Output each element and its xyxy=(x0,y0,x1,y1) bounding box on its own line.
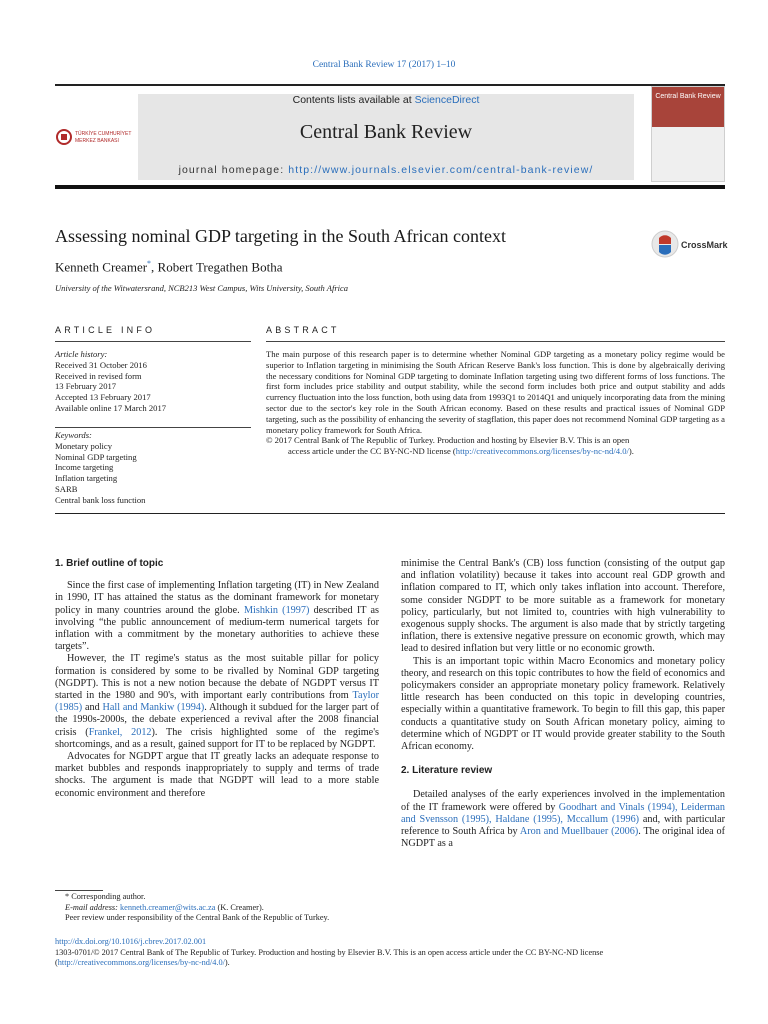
abstract-bottom-rule xyxy=(55,513,725,514)
keyword-item: Central bank loss function xyxy=(55,494,146,505)
journal-cover[interactable] xyxy=(651,86,725,182)
header-rule-bottom xyxy=(55,185,725,189)
paragraph: minimise the Central Bank's (CB) loss function (consisting of the output gap and inflation volatility) because it takes into account real GDP growth and inflation compared to IT, which only takes inflation into account. Therefore, some consider NGDPT to be more suitable as a framework for monetary policy, particularly, but not limited to, countries with high vulnerability to exogenous supply shocks. The argument is also made that by strictly targeting inflation, there is extensive negative pressure on economic growth, which may lead to desired inflation but very little or no economic growth. xyxy=(401,558,725,655)
keywords-block xyxy=(55,430,251,506)
article-info-heading: ARTICLE INFO xyxy=(55,325,156,335)
publisher-logo xyxy=(55,125,135,149)
history-item: Available online 17 March 2017 xyxy=(55,402,167,413)
section-2-heading: 2. Literature review xyxy=(401,765,493,777)
history-item: 13 February 2017 xyxy=(55,381,117,392)
homepage-label: journal homepage: xyxy=(178,164,289,176)
copyright-text: access article under the CC BY-NC-ND license ( xyxy=(288,446,456,457)
keyword-item: Income targeting xyxy=(55,462,114,473)
issn-line: 1303-0701/© 2017 Central Bank of The Republic of Turkey. Production and hosting by Elsevier B.V. This is an open access article under the CC BY-NC-ND license (http://creativecommons.org/licenses/by-nc-nd/4.0/). xyxy=(55,947,604,967)
homepage-link[interactable]: http://www.journals.elsevier.com/central-bank-review/ xyxy=(288,164,594,176)
corresponding-author-mark[interactable]: * xyxy=(147,259,152,268)
section-1-heading: 1. Brief outline of topic xyxy=(55,558,164,569)
affiliation: University of the Witwatersrand, NCB213 West Campus, Wits University, South Africa xyxy=(55,283,349,293)
paragraph: Since the first case of implementing Inflation targeting (IT) in New Zealand in 1990, IT has attained the status as the dominant framework for monetary policy in many countries around the globe. Mishkin (1997) described IT as involving “the public announcement of medium-term numerical targets for inflation with a commitment by the monetary authorities to achieve these targets”. xyxy=(55,580,380,653)
peer-review-note: Peer review under responsibility of the Central Bank of the Republic of Turkey. xyxy=(65,913,330,922)
article-title: Assessing nominal GDP targeting in the South African context xyxy=(55,226,506,246)
keyword-item: Inflation targeting xyxy=(55,473,118,484)
abstract-heading: ABSTRACT xyxy=(266,325,340,335)
crossmark-label: CrossMark xyxy=(681,240,728,250)
homepage-line xyxy=(138,164,634,176)
abstract-copyright-2 xyxy=(266,446,725,457)
keywords-label: Keywords: xyxy=(55,430,92,440)
doi-link[interactable]: http://dx.doi.org/10.1016/j.cbrev.2017.02.001 xyxy=(55,937,207,946)
ref-hall-mankiw-1994[interactable]: Hall and Mankiw (1994) xyxy=(102,702,205,714)
cover-title: Central Bank Review xyxy=(655,93,721,100)
keywords-rule xyxy=(55,427,251,428)
ref-frankel-2012[interactable]: Frankel, 2012 xyxy=(88,726,152,738)
ref-aron-muellbauer-2006[interactable]: Aron and Muellbauer (2006) xyxy=(519,826,639,838)
paragraph: However, the IT regime's status as the most suitable pillar for policy formation is considered by some to be rivalled by Nominal GDP targeting (NGDPT). This is not a new notion because the debate of NGDPT versus IT started in the 1980 and 90's, with important early contributions from Taylor (1985) and Hall and Mankiw (1994). Although it subdued for the larger part of the 1990s-2000s, the debate experienced a revival after the 2008 financial crisis (Frankel, 2012). The crisis highlighted some of the regime's shortcomings, and as a result, gained support for IT to be replaced by NGDPT. xyxy=(55,653,379,750)
ref-early-it-literature[interactable]: Goodhart and Vinals (1994), Leiderman and Svensson (1995), Haldane (1995), Mccallum (1996) xyxy=(401,801,725,825)
footnotes xyxy=(55,892,395,924)
bottom-license-link[interactable]: http://creativecommons.org/licenses/by-nc-nd/4.0/ xyxy=(57,958,225,967)
publisher-logo-line2: MERKEZ BANKASI xyxy=(75,138,119,144)
ref-taylor-1985[interactable]: Taylor (1985) xyxy=(55,690,379,714)
keyword-item: SARB xyxy=(55,483,78,494)
license-link[interactable]: http://creativecommons.org/licenses/by-nc-nd/4.0/ xyxy=(455,446,629,457)
article-info-rule xyxy=(55,341,251,342)
keyword-item: Nominal GDP targeting xyxy=(55,451,137,462)
author-2[interactable]: , Robert Tregathen Botha xyxy=(151,259,283,275)
corresponding-author-note: * Corresponding author. xyxy=(65,892,146,901)
paragraph: This is an important topic within Macro Economics and monetary policy theory, and research on this topic contributes to how the field of economics and policymakers consider an appropriate monetary policy framework. Relatively little research has been conducted on this topic in developing countries, especially within a quantitative framework. To begin to fill this gap, this paper conducts a quantitative study on South African monetary policy, aiming to determine which of NGDPT or IT would provide greater stability to the South African economy. xyxy=(401,655,725,753)
body-left-column xyxy=(55,558,379,800)
email-link[interactable]: kenneth.creamer@wits.ac.za xyxy=(120,902,216,912)
footnote-rule xyxy=(55,890,103,891)
author-1[interactable]: Kenneth Creamer xyxy=(55,259,148,275)
journal-name: Central Bank Review xyxy=(299,121,473,143)
ref-mishkin-1997[interactable]: Mishkin (1997) xyxy=(243,604,310,616)
article-history xyxy=(55,349,251,414)
crossmark-icon[interactable] xyxy=(651,228,731,260)
history-label: Article history: xyxy=(55,349,108,359)
history-item: Received 31 October 2016 xyxy=(55,359,147,370)
contents-prefix: Contents lists available at xyxy=(292,94,415,106)
keyword-item: Monetary policy xyxy=(55,440,113,451)
abstract-text: The main purpose of this research paper is to determine whether Nominal GDP targeting as a monetary policy regime would be superior to Inflation targeting in minimising the South African Reserve Bank's loss function. This is done by algebraically deriving the necessary conditions for Nominal GDP targeting to dominate Inflation targeting using two different forms of loss functions. The first form includes price stability and output stability, while the second form includes both price and output stability and adds currency fluctuation into the loss function, both using data from 1993Q1 to 2014Q1 and uniquely incorporating data from the mining sector due to the sector's key role in the South African economy. Based on these results and practical issues of Nominal GDP targeting, such as the possibility of enhancing the severity of stagflation, this paper does not recommend Nominal GDP targeting as a monetary policy framework for South Africa. xyxy=(266,349,725,435)
email-note: E-mail address: kenneth.creamer@wits.ac.za (K. Creamer). xyxy=(65,902,264,912)
abstract-copyright-1: © 2017 Central Bank of The Republic of Turkey. Production and hosting by Elsevier B.V. This is an open xyxy=(266,435,630,446)
abstract-body xyxy=(266,349,725,457)
body-right-column xyxy=(401,558,725,850)
header-rule-top xyxy=(55,84,725,86)
abstract-rule xyxy=(266,341,725,342)
journal-citation[interactable]: Central Bank Review 17 (2017) 1–10 xyxy=(312,60,456,70)
contents-line xyxy=(138,94,634,106)
author-list xyxy=(55,259,282,275)
history-item: Received in revised form xyxy=(55,370,142,381)
copyright-end: ). xyxy=(628,446,634,457)
paragraph: Detailed analyses of the early experiences involved in the implementation of the IT framework were offered by Goodhart and Vinals (1994), Leiderman and Svensson (1995), Haldane (1995), Mccallum (1996) and, with particular reference to South Africa by Aron and Muellbauer (2006). The original idea of NGDPT as a xyxy=(401,789,725,850)
sciencedirect-link[interactable]: ScienceDirect xyxy=(414,94,480,106)
history-item: Accepted 13 February 2017 xyxy=(55,392,151,403)
paragraph: Advocates for NGDPT argue that IT greatly lacks an adequate response to market bubbles and responds inappropriately to supply and terms of trade shocks. The argument is made that NGDPT will lead to a more stable economic environment and therefore xyxy=(55,751,379,799)
page-bottom-info xyxy=(55,937,725,969)
publisher-logo-line1: TÜRKİYE CUMHURİYET xyxy=(75,131,132,137)
